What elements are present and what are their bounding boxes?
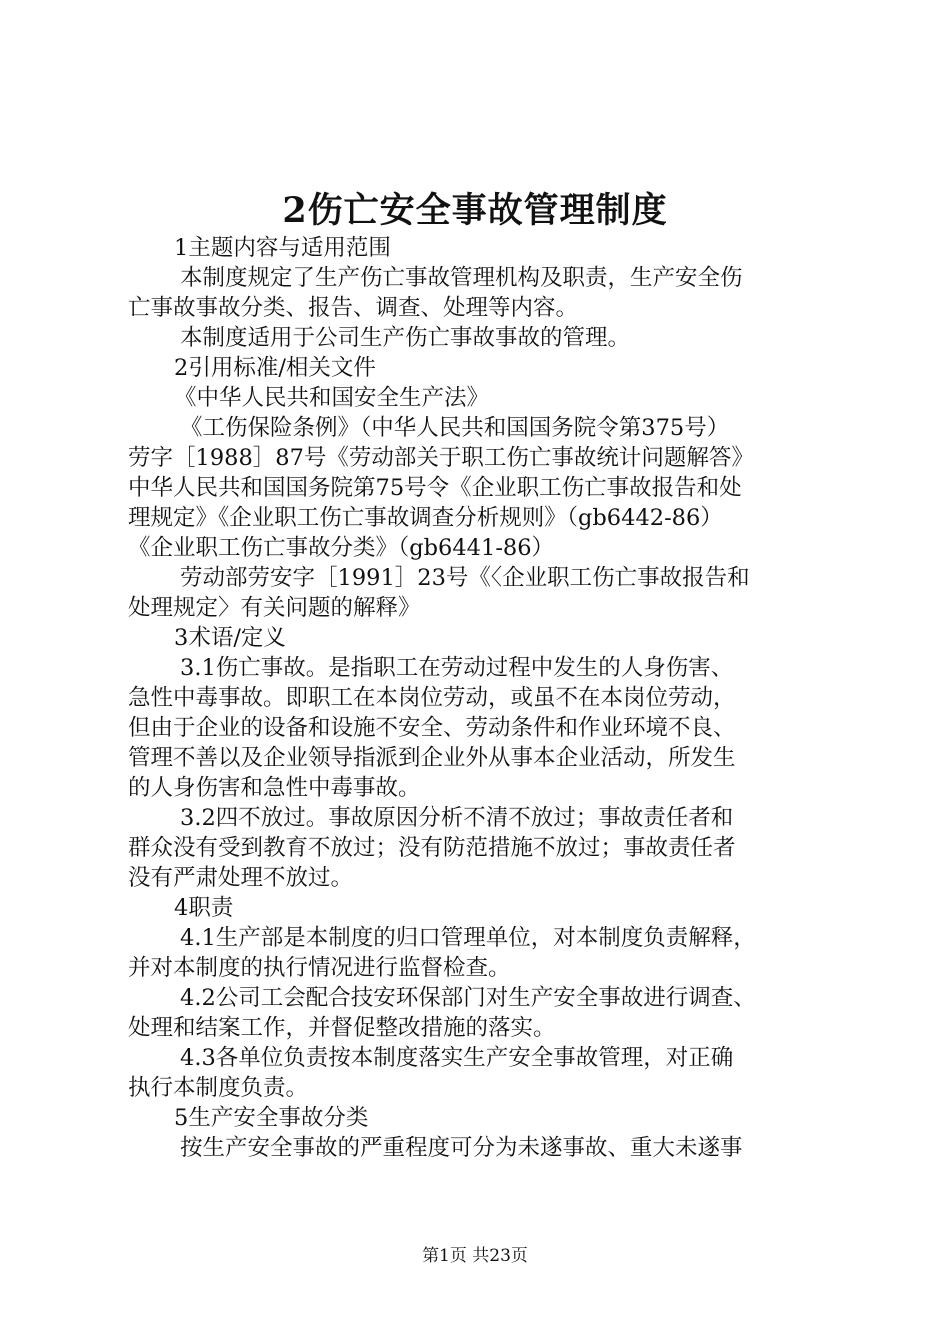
page-footer: 第1页 共23页 [422,1246,528,1266]
text-line: 3.2四不放过。事故原因分析不清不放过；事故责任者和 [180,805,734,831]
text-line: 群众没有受到教育不放过；没有防范措施不放过；事故责任者 [128,835,736,861]
text-line: 《企业职工伤亡事故分类》（gb6441-86） [128,535,555,561]
text-line: 本制度规定了生产伤亡事故管理机构及职责，生产安全伤 [180,265,743,291]
text-line: 亡事故事故分类、报告、调查、处理等内容。 [128,295,579,321]
text-line: 并对本制度的执行情况进行监督检查。 [128,955,511,981]
text-line: 的人身伤害和急性中毒事故。 [128,775,421,801]
text-line: 处理规定〉有关问题的解释》 [128,595,421,621]
text-line: 按生产安全事故的严重程度可分为未遂事故、重大未遂事 [180,1135,743,1161]
text-line: 《中华人民共和国安全生产法》 [174,385,490,411]
text-line: 1主题内容与适用范围 [174,235,391,261]
text-line: 但由于企业的设备和设施不安全、劳动条件和作业环境不良、 [128,715,736,741]
text-line: 本制度适用于公司生产伤亡事故事故的管理。 [180,325,631,351]
text-line: 管理不善以及企业领导指派到企业外从事本企业活动，所发生 [128,745,736,771]
text-line: 处理和结案工作，并督促整改措施的落实。 [128,1015,556,1041]
document-body [128,233,828,1163]
text-line: 理规定》《企业职工伤亡事故调查分析规则》（gb6442-86） [128,505,723,531]
text-line: 劳字［1988］87号《劳动部关于职工伤亡事故统计问题解答》 [128,445,754,471]
text-line: 急性中毒事故。即职工在本岗位劳动，或虽不在本岗位劳动， [128,685,736,711]
text-line: 2引用标准/相关文件 [174,355,376,381]
document-title: 2伤亡安全事故管理制度 [282,190,668,231]
text-line: 《工伤保险条例》（中华人民共和国国务院令第375号） [180,415,730,441]
text-line: 4.1生产部是本制度的归口管理单位，对本制度负责解释， [180,925,756,951]
text-line: 3术语/定义 [174,625,286,651]
text-line: 4.2公司工会配合技安环保部门对生产安全事故进行调查、 [180,985,756,1011]
text-line: 劳动部劳安字［1991］23号《〈企业职工伤亡事故报告和 [180,565,750,591]
text-line: 没有严肃处理不放过。 [128,865,354,891]
text-line: 执行本制度负责。 [128,1075,309,1101]
text-line: 3.1伤亡事故。是指职工在劳动过程中发生的人身伤害、 [180,655,734,681]
text-line: 中华人民共和国国务院第75号令《企业职工伤亡事故报告和处 [128,475,742,501]
text-line: 4.3各单位负责按本制度落实生产安全事故管理，对正确 [180,1045,734,1071]
text-line: 5生产安全事故分类 [174,1105,369,1131]
text-line: 4职责 [174,895,234,921]
